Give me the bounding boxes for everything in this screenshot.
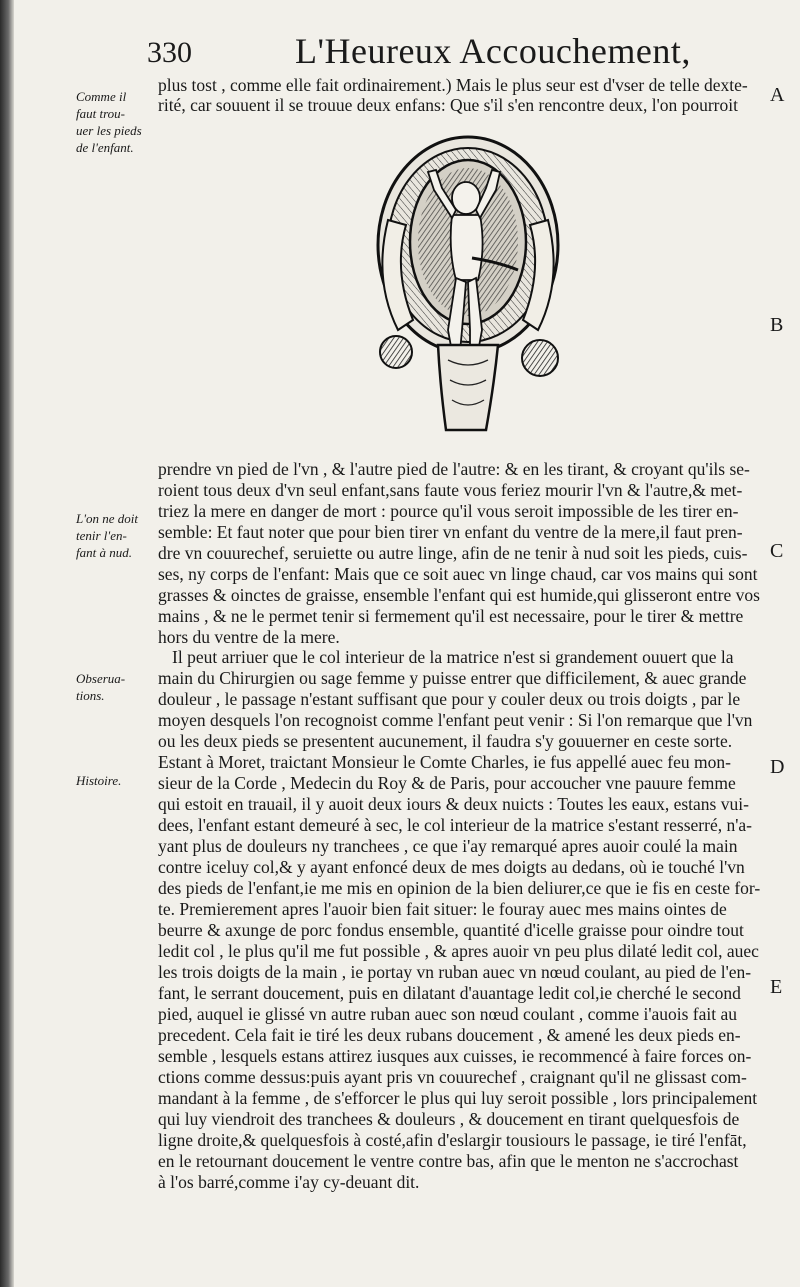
text-line: des pieds de l'enfant,ie me mis en opinion de la bien deliurer,ce que ie fis en ceste for- bbox=[158, 878, 761, 898]
margin-note-line: tenir l'en- bbox=[76, 528, 127, 543]
section-marker-a: A bbox=[770, 84, 785, 106]
text-line: qui estoit en trauail, il y auoit deux iours & deux nuicts : Toutes les eaux, estans vui- bbox=[158, 794, 749, 814]
section-marker-d: D bbox=[770, 756, 785, 778]
margin-note-line: tions. bbox=[76, 688, 105, 703]
text-line: ses, ny corps de l'enfant: Mais que ce soit auec vn linge chaud, car vos mains qui sont bbox=[158, 564, 758, 584]
page-gutter-shadow bbox=[0, 0, 14, 1287]
margin-note-line: Comme il bbox=[76, 89, 127, 104]
margin-note-history bbox=[76, 772, 156, 789]
text-line: triez la mere en danger de mort : pource qu'il vous seroit impossible de les tirer en- bbox=[158, 501, 739, 521]
margin-note-line: fant à nud. bbox=[76, 545, 132, 560]
running-title: L'Heureux Accouchement, bbox=[295, 31, 691, 71]
margin-note-line: uer les pieds bbox=[76, 123, 142, 138]
text-line: te. Premierement apres l'auoir bien fait situer: le fouray auec mes mains ointes de bbox=[158, 899, 727, 919]
text-line: semble , lesquels estans attirez iusques aux cuisses, ie recommencé à faire forces on- bbox=[158, 1046, 752, 1066]
text-line: semble: Et faut noter que pour bien tirer vn enfant du ventre de la mere,il faut pren- bbox=[158, 522, 743, 542]
section-marker-e: E bbox=[770, 976, 783, 998]
text-line: en le retournant doucement le ventre contre bas, afin que le menton ne s'accrochast bbox=[158, 1151, 739, 1171]
text-line: precedent. Cela fait ie tiré les deux rubans doucement , & amené les deux pieds en- bbox=[158, 1025, 741, 1045]
margin-note-line: Obserua- bbox=[76, 671, 126, 686]
text-line: grasses & oinctes de graisse, ensemble l'enfant qui est humide,qui glisseront entre vos bbox=[158, 585, 760, 605]
page-number: 330 bbox=[147, 36, 192, 69]
text-line: rité, car souuent il se trouue deux enfans: Que s'il s'en rencontre deux, l'on pourroit bbox=[158, 95, 738, 115]
text-line: ou les deux pieds se presentent aucunement, il faudra s'y gouuerner en ceste sorte. bbox=[158, 731, 733, 751]
margin-note-line: L'on ne doit bbox=[76, 511, 139, 526]
text-line: Il peut arriuer que le col interieur de la matrice n'est si grandement ouuert que la bbox=[172, 647, 734, 667]
text-line: à l'os barré,comme i'ay cy-deuant dit. bbox=[158, 1172, 420, 1192]
woodcut-illustration bbox=[368, 130, 568, 440]
margin-note-bare-hands bbox=[76, 510, 156, 561]
text-line: pied, auquel ie glissé vn autre ruban auec son nœud coulant , comme i'auois fait au bbox=[158, 1004, 738, 1024]
text-line: dre vn couurechef, seruiette ou autre linge, afin de ne tenir à nud soit les pieds, cuis- bbox=[158, 543, 748, 563]
text-line: fant, le serrant doucement, puis en dilatant d'auantage ledit col,ie cherché le second bbox=[158, 983, 741, 1003]
text-line: qui luy viendroit des tranchees & douleurs , & doucement en tirant quelquesfois de bbox=[158, 1109, 740, 1129]
text-line: hors du ventre de la mere. bbox=[158, 627, 340, 647]
text-line: mains , & ne le permet tenir si fermement qu'il est necessaire, pour le tirer & mettre bbox=[158, 606, 744, 626]
margin-note-line: Histoire. bbox=[76, 773, 122, 788]
text-line: Estant à Moret, traictant Monsieur le Comte Charles, ie fus appellé auec feu mon- bbox=[158, 752, 731, 772]
text-line: douleur , le passage n'estant suffisant que pour y couler deux ou trois doigts , par le bbox=[158, 689, 741, 709]
text-line: main du Chirurgien ou sage femme y puisse entrer que difficilement, & auec grande bbox=[158, 668, 747, 688]
text-line: ligne droite,& quelquesfois à costé,afin d'eslargir tousiours le passage, ie tiré l'enfāt, bbox=[158, 1130, 747, 1150]
section-marker-b: B bbox=[770, 314, 784, 336]
text-line: les trois doigts de la main , ie portay vn ruban auec vn nœud coulant, au pied de l'en- bbox=[158, 962, 752, 982]
text-line: beurre & axunge de porc fondus ensemble, quantité d'icelle graisse pour oindre tout bbox=[158, 920, 744, 940]
margin-note-line: faut trou- bbox=[76, 106, 125, 121]
text-line: ledit col , le plus qu'il me fut possible , & apres auoir vn peu plus dilaté ledit col, auec bbox=[158, 941, 759, 961]
text-line: prendre vn pied de l'vn , & l'autre pied de l'autre: & en les tirant, & croyant qu'ils se- bbox=[158, 459, 750, 479]
text-line: ctions comme dessus:puis ayant pris vn couurechef , craignant qu'il ne glissast com- bbox=[158, 1067, 747, 1087]
section-marker-c: C bbox=[770, 540, 784, 562]
text-line: mandant à la femme , de s'efforcer le plus qui luy seroit possible , lors principalement bbox=[158, 1088, 758, 1108]
text-line: moyen desquels l'on recognoist comme l'enfant peut venir : Si l'on remarque que l'vn bbox=[158, 710, 753, 730]
margin-note-line: de l'enfant. bbox=[76, 140, 134, 155]
text-line: yant plus de douleurs ny tranchees , ce que i'ay remarqué apres auoir coulé la main bbox=[158, 836, 738, 856]
margin-note-observations bbox=[76, 670, 156, 704]
text-line: contre iceluy col,& y ayant enfoncé deux de mes doigts au dedans, où ie touché l'vn bbox=[158, 857, 745, 877]
text-line: sieur de la Corde , Medecin du Roy & de Paris, pour accoucher vne pauure femme bbox=[158, 773, 736, 793]
text-line: roient tous deux d'vn seul enfant,sans faute vous feriez mourir l'vn & l'autre,& met- bbox=[158, 480, 743, 500]
margin-note-feet bbox=[76, 88, 156, 156]
text-line: dees, l'enfant estant demeuré à sec, le col interieur de la matrice s'estant resserré, n'a- bbox=[158, 815, 752, 835]
text-line: plus tost , comme elle fait ordinairement.) Mais le plus seur est d'vser de telle dexte- bbox=[158, 75, 748, 95]
